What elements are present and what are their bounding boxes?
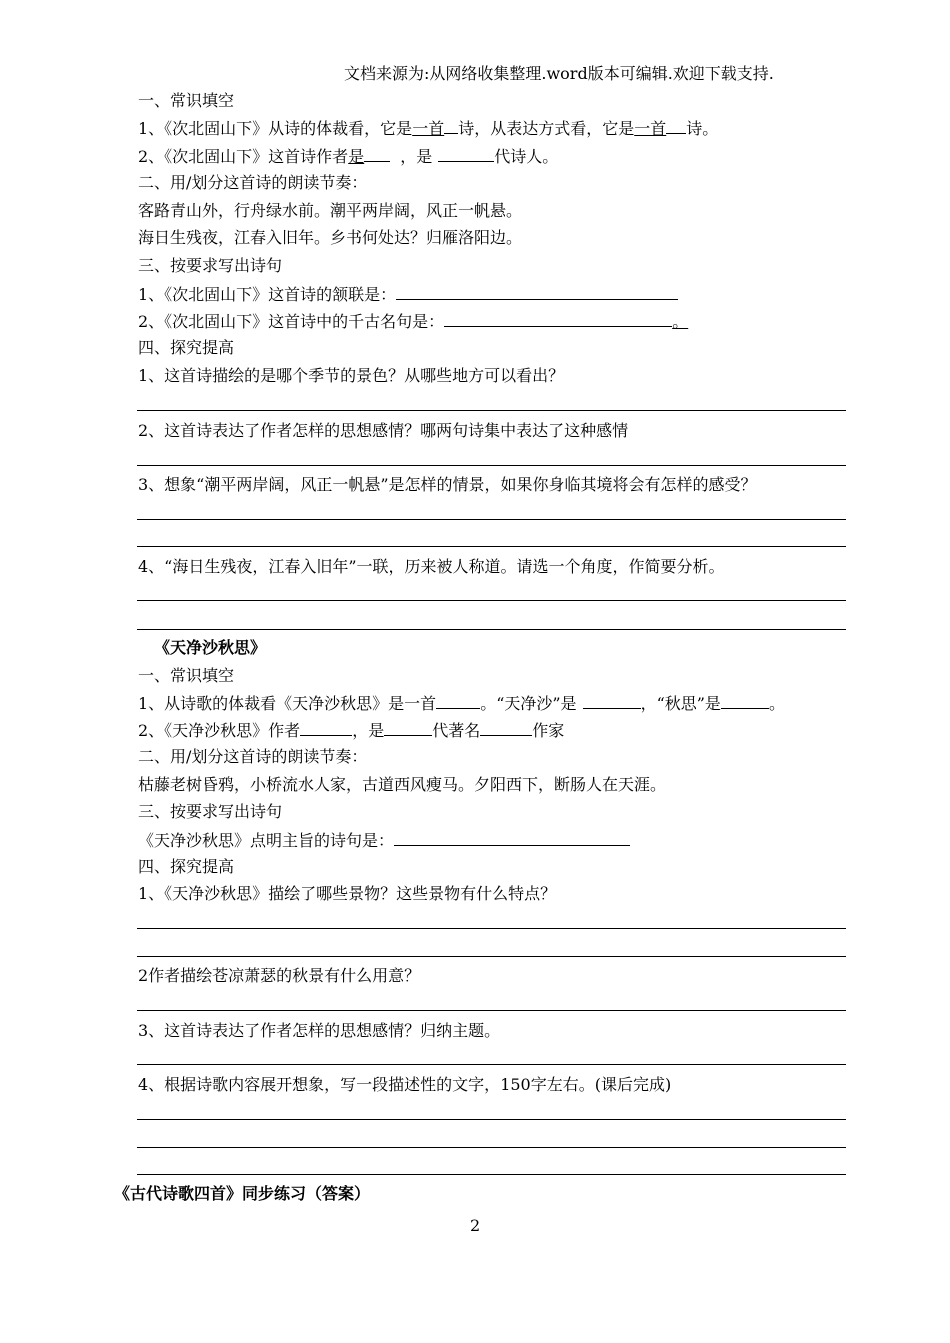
answer-line[interactable] [137, 956, 846, 957]
answer-blank[interactable]: 是 [348, 147, 365, 166]
answer-line[interactable] [137, 1010, 846, 1011]
question-4-2: 2、这首诗表达了作者怎样的思想感情？哪两句诗集中表达了这种感情 [138, 421, 629, 440]
answer-line[interactable] [137, 1147, 846, 1148]
q-text: 2、《次北固山下》这首诗作者 [138, 147, 349, 166]
q-text: 4、根据诗歌内容展开想象，写一段描述性的文字， [138, 1075, 501, 1094]
section-title-1: 一、常识填空 [138, 91, 235, 110]
q-text: 。“天净沙”是 [480, 694, 577, 713]
q-text: 2、《次北固山下》这首诗中的千古名句是： [138, 312, 445, 331]
answer-line[interactable] [137, 928, 846, 929]
question-1-2 [138, 146, 558, 167]
answer-blank[interactable] [444, 118, 458, 134]
q-text: 。 [672, 312, 689, 331]
answer-blank[interactable] [438, 146, 494, 162]
poem-line: 客路青山外，行舟绿水前。潮平两岸阔，风正一帆悬。 [138, 201, 523, 220]
section-title-2: 二、用/划分这首诗的朗读节奏： [138, 747, 368, 766]
answer-blank[interactable] [666, 118, 686, 134]
q-text: 2、《天净沙秋思》作者 [138, 721, 301, 740]
section-title-4: 四、探究提高 [138, 338, 235, 357]
q-text: ，“秋思”是 [640, 694, 721, 713]
q-text: 1、从诗歌的体裁看《天净沙秋思》是一首 [138, 694, 437, 713]
question-1-1 [138, 693, 785, 714]
answer-blank[interactable] [436, 693, 480, 709]
answer-line[interactable] [137, 519, 846, 520]
question-3 [138, 830, 630, 851]
answer-line[interactable] [137, 410, 846, 411]
answer-blank[interactable]: 一首 [412, 119, 445, 138]
question-1-2 [138, 720, 564, 741]
q-text: 作家 [532, 721, 565, 740]
answer-blank[interactable] [583, 693, 641, 709]
page-number: 2 [470, 1216, 481, 1235]
answer-line[interactable] [137, 465, 846, 466]
q-text: 1、《次北固山下》这首诗的颔联是： [138, 285, 397, 304]
question-3-1 [138, 284, 678, 305]
section-title-3: 三、按要求写出诗句 [138, 256, 283, 275]
q-text: 。 [768, 694, 785, 713]
answer-blank[interactable] [480, 720, 532, 736]
answer-line[interactable] [137, 629, 846, 630]
q-text: 代著名 [432, 721, 481, 740]
question-1-1 [138, 118, 718, 139]
answer-line[interactable] [137, 600, 846, 601]
q-text: 代诗人。 [494, 147, 559, 166]
section-heading: 《天净沙秋思》 [154, 638, 267, 657]
answer-blank[interactable] [364, 146, 390, 162]
question-4-4: 4、“海日生残夜，江春入旧年”一联，历来被人称道。请选一个角度，作简要分析。 [138, 557, 725, 576]
poem-line: 海日生残夜，江春入旧年。乡书何处达？归雁洛阳边。 [138, 228, 523, 247]
answers-title: 《古代诗歌四首》同步练习（答案） [114, 1184, 371, 1203]
poem-line: 枯藤老树昏鸦，小桥流水人家，古道西风瘦马。夕阳西下，断肠人在天涯。 [138, 775, 667, 794]
answer-line[interactable] [137, 1174, 846, 1175]
answer-line[interactable] [137, 1064, 846, 1065]
question-4-1: 1、这首诗描绘的是哪个季节的景色？从哪些地方可以看出？ [138, 366, 565, 385]
question-4-3: 3、这首诗表达了作者怎样的思想感情？归纳主题。 [138, 1021, 501, 1040]
q-text: ，是 [352, 721, 385, 740]
section-title-4: 四、探究提高 [138, 857, 235, 876]
answer-line[interactable] [137, 546, 846, 547]
question-3-2 [138, 311, 688, 332]
section-title-2: 二、用/划分这首诗的朗读节奏： [138, 173, 368, 192]
question-4-4 [138, 1075, 671, 1095]
q-text: 诗。 [686, 119, 719, 138]
answer-blank[interactable]: 一首 [634, 119, 667, 138]
q-text: 诗，从表达方式看，它是 [458, 119, 635, 138]
answer-line[interactable] [137, 1119, 846, 1120]
answer-blank[interactable] [394, 830, 630, 846]
answer-blank[interactable] [444, 311, 672, 327]
answer-blank[interactable] [721, 693, 769, 709]
question-4-1: 1、《天净沙秋思》描绘了哪些景物？这些景物有什么特点？ [138, 884, 557, 903]
answer-blank[interactable] [396, 284, 678, 300]
question-4-2: 2作者描绘苍凉萧瑟的秋景有什么用意？ [138, 966, 421, 985]
q-text: ，是 [400, 147, 433, 166]
page-header: 文档来源为:从网络收集整理.word版本可编辑.欢迎下载支持. [344, 64, 774, 83]
q-text: 《天净沙秋思》点明主旨的诗句是： [138, 831, 395, 850]
answer-blank[interactable] [384, 720, 432, 736]
section-title-3: 三、按要求写出诗句 [138, 802, 283, 821]
question-4-3: 3、想象“潮平两岸阔，风正一帆悬”是怎样的情景，如果你身临其境将会有怎样的感受？ [138, 475, 757, 494]
q-text: 150字左右。(课后完成) [500, 1075, 672, 1094]
answer-blank[interactable] [300, 720, 352, 736]
q-text: 1、《次北固山下》从诗的体裁看，它是 [138, 119, 413, 138]
section-title-1: 一、常识填空 [138, 666, 235, 685]
